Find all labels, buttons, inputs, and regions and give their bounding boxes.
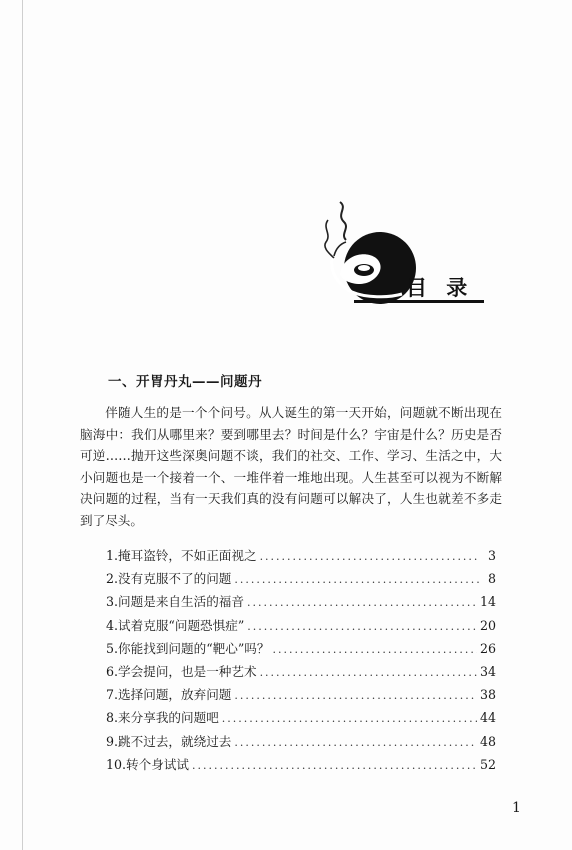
- toc-entry-page: 8: [487, 571, 496, 587]
- page-number: 1: [512, 800, 521, 816]
- page-edge-line: [22, 0, 23, 850]
- toc-entry-number: 10.: [106, 756, 127, 772]
- section-heading: 一、开胃丹丸——问题丹: [108, 374, 262, 390]
- toc-entry[interactable]: [106, 568, 496, 591]
- toc-entry-page: 14: [479, 594, 496, 610]
- toc-entry-title: 选择问题，放弃问题: [118, 687, 232, 703]
- table-of-contents: [106, 545, 496, 777]
- toc-entry-number: 2.: [106, 571, 119, 587]
- toc-entry[interactable]: [106, 661, 496, 684]
- toc-entry-title: 学会提问，也是一种艺术: [118, 663, 257, 679]
- toc-leader-dots: [222, 712, 477, 725]
- toc-entry[interactable]: [106, 591, 496, 614]
- toc-entry-title: 没有克服不了的问题: [118, 571, 232, 587]
- toc-entry-title: 转个身试试: [126, 756, 189, 772]
- toc-entry-title: 试着克服“问题恐惧症”: [118, 617, 245, 633]
- toc-leader-dots: [247, 620, 477, 633]
- toc-entry-page: 48: [479, 733, 496, 749]
- toc-entry-number: 8.: [106, 710, 119, 726]
- toc-entry[interactable]: [106, 615, 496, 638]
- toc-entry[interactable]: [106, 707, 496, 730]
- toc-entry-title: 跳不过去，就绕过去: [118, 733, 232, 749]
- toc-entry-page: 52: [479, 756, 496, 772]
- toc-leader-dots: [234, 573, 479, 586]
- toc-entry-number: 5.: [106, 640, 119, 656]
- toc-entry[interactable]: [106, 754, 496, 777]
- toc-entry[interactable]: [106, 545, 496, 568]
- toc-leader-dots: [234, 736, 477, 749]
- toc-entry-page: 34: [479, 663, 496, 679]
- toc-leader-dots: [260, 550, 479, 563]
- toc-leader-dots: [272, 643, 477, 656]
- toc-entry-page: 38: [479, 687, 496, 703]
- page-title: 目 录: [406, 276, 474, 300]
- toc-leader-dots: [260, 666, 477, 679]
- toc-entry-page: 26: [479, 640, 496, 656]
- toc-entry-number: 6.: [106, 663, 119, 679]
- toc-entry-number: 3.: [106, 594, 119, 610]
- title-underline: [354, 300, 484, 303]
- toc-entry[interactable]: [106, 684, 496, 707]
- toc-entry-page: 44: [479, 710, 496, 726]
- toc-entry[interactable]: [106, 638, 496, 661]
- toc-leader-dots: [247, 596, 477, 609]
- toc-entry[interactable]: [106, 731, 496, 754]
- toc-entry-title: 你能找到问题的“靶心”吗？: [118, 640, 270, 656]
- toc-entry-title: 来分享我的问题吧: [118, 710, 219, 726]
- toc-entry-number: 1.: [106, 548, 119, 563]
- toc-leader-dots: [234, 689, 477, 702]
- toc-entry-number: 7.: [106, 687, 119, 703]
- toc-entry-number: 9.: [106, 733, 119, 749]
- toc-entry-title: 问题是来自生活的福音: [118, 594, 244, 610]
- toc-leader-dots: [192, 759, 477, 772]
- toc-entry-title: 掩耳盗铃，不如正面视之: [118, 548, 257, 563]
- toc-entry-number: 4.: [106, 617, 119, 633]
- toc-entry-page: 3: [487, 548, 496, 563]
- intro-paragraph: 伴随人生的是一个个问号。从人诞生的第一天开始，问题就不断出现在脑海中：我们从哪里来？要到哪里去？时间是什么？宇宙是什么？历史是否可逆……抛开这些深奥问题不谈，我们的社交、工作、学习、生活之中，大小问题也是一个接着一个、一堆伴着一堆地出现。人生甚至可以视为不断解决问题的过程，当有一天我们真的没有问题可以解决了，人生也就差不多走到了尽头。: [80, 405, 502, 528]
- toc-entry-page: 20: [479, 617, 496, 633]
